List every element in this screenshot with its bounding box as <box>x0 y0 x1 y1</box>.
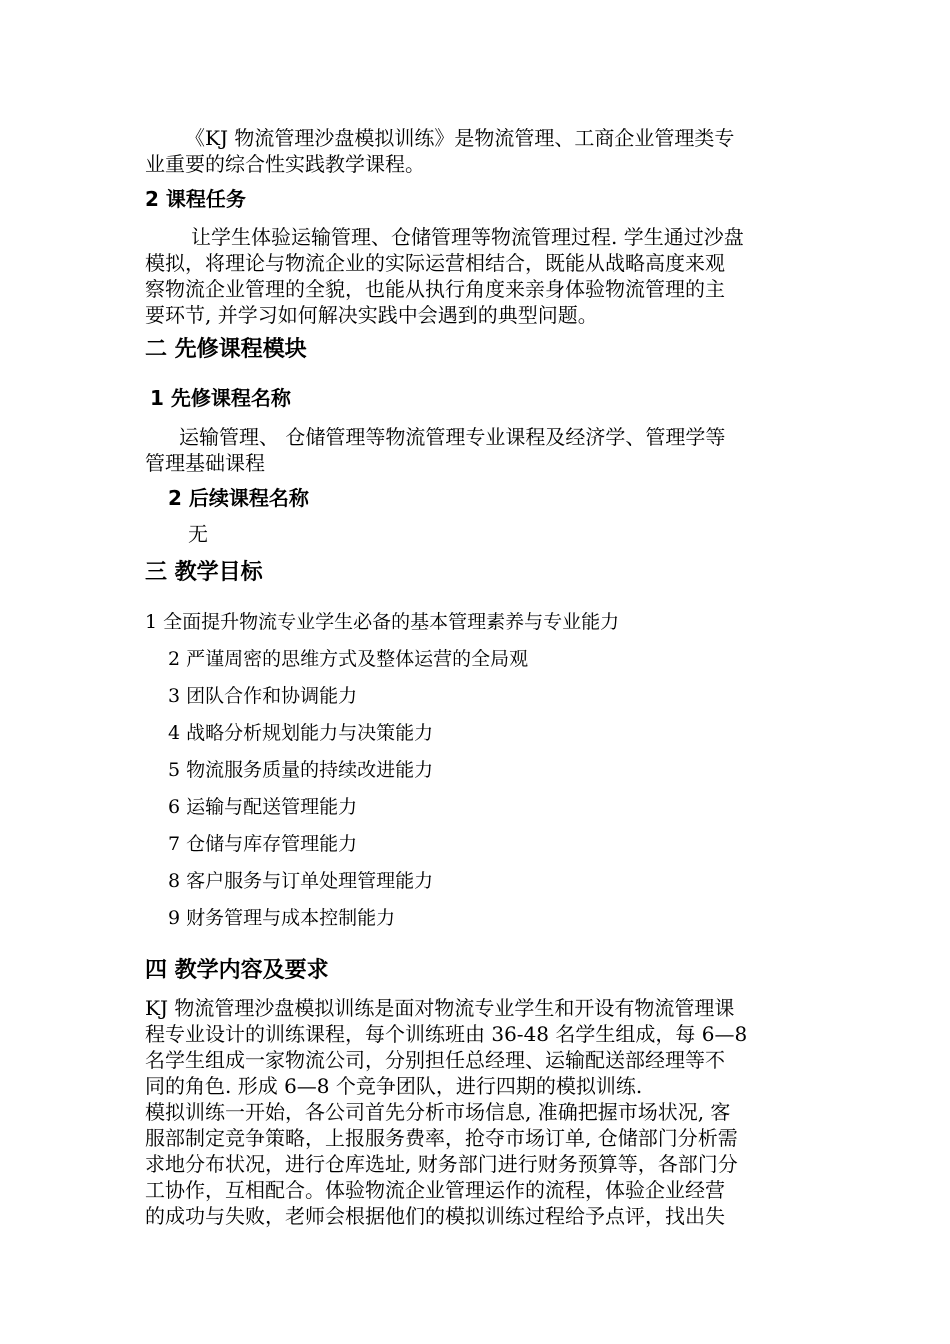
text-line: 察物流企业管理的全貌，也能从执行角度来亲身体验物流管理的主 <box>145 277 725 301</box>
content-paragraph-2 <box>145 1099 807 1229</box>
text-line: 要环节, 并学习如何解决实践中会遇到的典型问题。 <box>145 303 598 327</box>
followup-heading: 2 后续课程名称 <box>168 486 309 510</box>
text-line: 程专业设计的训练课程，每个训练班由 36-48 名学生组成，每 6—8 <box>145 1022 748 1046</box>
task-heading: 2 课程任务 <box>145 187 246 211</box>
prereq-heading: 1 先修课程名称 <box>150 386 291 410</box>
text-line: 服部制定竞争策略，上报服务费率，抢夺市场订单, 仓储部门分析需 <box>145 1126 738 1150</box>
text-line: 模拟训练一开始，各公司首先分析市场信息, 准确把握市场状况, 客 <box>145 1100 731 1124</box>
intro-paragraph <box>145 125 807 177</box>
text-line: 运输管理、 仓储管理等物流管理专业课程及经济学、管理学等 <box>179 425 726 449</box>
text-line: 名学生组成一家物流公司，分别担任总经理、运输配送部经理等不 <box>145 1048 725 1072</box>
section-heading-prerequisites: 二 先修课程模块 <box>145 337 307 362</box>
text-line: 求地分布状况，进行仓库选址, 财务部门进行财务预算等，各部门分 <box>145 1152 738 1176</box>
text-line: 的成功与失败，老师会根据他们的模拟训练过程给予点评，找出失 <box>145 1204 725 1228</box>
goal-item: 1 全面提升物流专业学生必备的基本管理素养与专业能力 <box>145 611 620 633</box>
goal-item: 6 运输与配送管理能力 <box>168 796 358 818</box>
goal-item: 2 严谨周密的思维方式及整体运营的全局观 <box>168 648 529 670</box>
goal-item: 8 客户服务与订单处理管理能力 <box>168 870 434 892</box>
task-paragraph <box>145 224 807 328</box>
goal-item: 7 仓储与库存管理能力 <box>168 833 358 855</box>
goal-item: 5 物流服务质量的持续改进能力 <box>168 759 434 781</box>
followup-text: 无 <box>188 522 208 546</box>
goal-item: 9 财务管理与成本控制能力 <box>168 907 396 929</box>
text-line: 《KJ 物流管理沙盘模拟训练》是物流管理、工商企业管理类专 <box>185 126 735 150</box>
section-heading-content: 四 教学内容及要求 <box>145 958 329 983</box>
text-line: 同的角色. 形成 6—8 个竞争团队，进行四期的模拟训练. <box>145 1074 643 1098</box>
text-line: KJ 物流管理沙盘模拟训练是面对物流专业学生和开设有物流管理课 <box>145 996 735 1020</box>
content-paragraph-1 <box>145 995 807 1099</box>
goal-item: 3 团队合作和协调能力 <box>168 685 358 707</box>
text-line: 让学生体验运输管理、仓储管理等物流管理过程. 学生通过沙盘 <box>191 225 744 249</box>
section-heading-goals: 三 教学目标 <box>145 560 263 585</box>
text-line: 业重要的综合性实践教学课程。 <box>145 152 425 176</box>
goal-item: 4 战略分析规划能力与决策能力 <box>168 722 434 744</box>
prereq-paragraph <box>145 424 807 476</box>
text-line: 工协作，互相配合。体验物流企业管理运作的流程，体验企业经营 <box>145 1178 725 1202</box>
text-line: 模拟，将理论与物流企业的实际运营相结合，既能从战略高度来观 <box>145 251 725 275</box>
text-line: 管理基础课程 <box>145 451 265 475</box>
